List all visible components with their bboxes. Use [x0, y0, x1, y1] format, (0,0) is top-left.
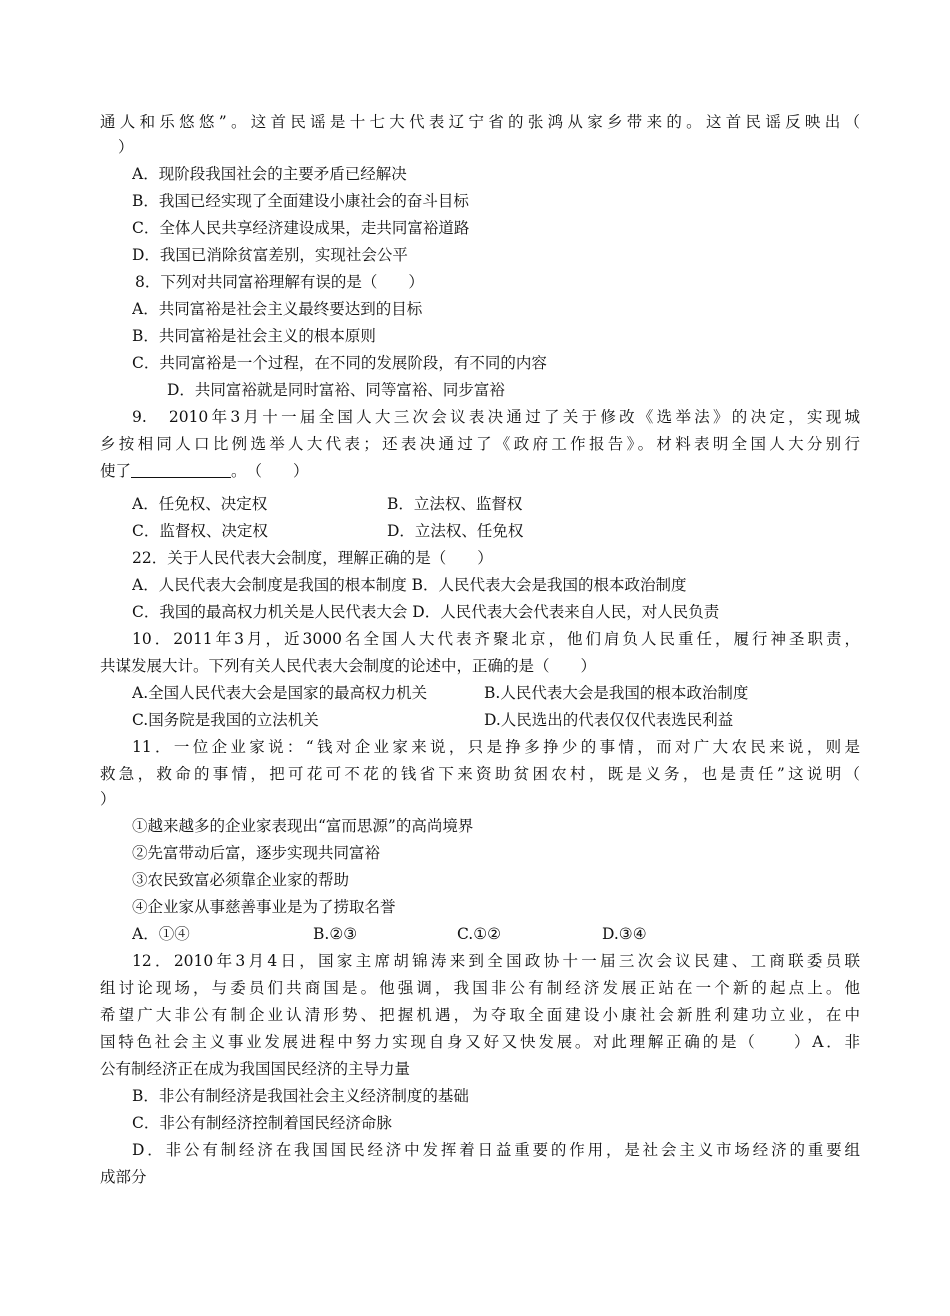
q7-option-b: B．我国已经实现了全面建设小康社会的奋斗目标 — [132, 192, 469, 210]
q12-option-a-cont: 公有制经济正在成为我国国民经济的主导力量 — [100, 1060, 411, 1078]
q8-option-b: B．共同富裕是社会主义的根本原则 — [132, 327, 376, 345]
q9-options-row1 — [132, 494, 892, 514]
q7-option-c: C．全体人民共享经济建设成果，走共同富裕道路 — [132, 219, 470, 237]
q9-stem-line1: 9. 2010年3月十一届全国人大三次会议表决通过了关于修改《选举法》的决定，实现城 — [132, 408, 860, 426]
q11-options-row — [132, 924, 892, 944]
q11-statement-1: ①越来越多的企业家表现出“富而思源”的高尚境界 — [132, 817, 474, 835]
q9-stem-line2: 乡按相同人口比例选举人大代表；还表决通过了《政府工作报告》。材料表明全国人大分别行 — [100, 435, 860, 453]
q9-option-d: D．立法权、任免权 — [387, 522, 524, 540]
q8-option-c: C．共同富裕是一个过程，在不同的发展阶段，有不同的内容 — [132, 354, 547, 372]
q11-statement-4: ④企业家从事慈善事业是为了捞取名誉 — [132, 898, 396, 916]
q12-stem-line2: 组讨论现场，与委员们共商国是。他强调，我国非公有制经济发展正站在一个新的起点上。他 — [100, 979, 860, 997]
q12-stem-line1: 12．2010年3月4日，国家主席胡锦涛来到全国政协十一届三次会议民建、工商联委员联 — [132, 952, 860, 970]
q22-options-ab: A．人民代表大会制度是我国的根本制度 B．人民代表大会是我国的根本政治制度 — [132, 576, 687, 594]
q10-options-row2 — [132, 710, 892, 730]
q22-options-cd: C．我国的最高权力机关是人民代表大会 D．人民代表大会代表来自人民，对人民负责 — [132, 603, 720, 621]
q7-bracket-line: ） — [118, 138, 134, 156]
q10-option-a: A.全国人民代表大会是国家的最高权力机关 — [132, 684, 428, 702]
q9-stem-suffix: 。 （ ） — [231, 462, 309, 480]
q10-option-c: C.国务院是我国的立法机关 — [132, 711, 319, 729]
q10-stem-line1: 10．2011年3月，近3000名全国人大代表齐聚北京，他们肩负人民重任，履行神圣职责， — [132, 630, 860, 648]
q9-option-a: A．任免权、决定权 — [132, 495, 268, 513]
q11-bracket-line: ） — [100, 790, 116, 808]
q10-options-row1 — [132, 683, 892, 703]
q12-stem-line3: 希望广大非公有制企业认清形势、把握机遇，为夺取全面建设小康社会新胜利建功立业，在中 — [100, 1006, 860, 1024]
q12-option-c: C．非公有制经济控制着国民经济命脉 — [132, 1114, 392, 1132]
q12-option-d-line2: 成部分 — [100, 1168, 147, 1186]
q7-option-d: D．我国已消除贫富差别，实现社会公平 — [132, 246, 408, 264]
q8-option-a: A．共同富裕是社会主义最终要达到的目标 — [132, 300, 423, 318]
q9-option-c: C．监督权、决定权 — [132, 522, 268, 540]
q7-stem-line: 通人和乐悠悠”。这首民谣是十七大代表辽宁省的张鸿从家乡带来的。这首民谣反映出（ — [100, 113, 860, 131]
q9-options-row2 — [132, 521, 892, 541]
q22-stem: 22．关于人民代表大会制度，理解正确的是（ ） — [132, 549, 493, 567]
q12-option-b: B．非公有制经济是我国社会主义经济制度的基础 — [132, 1087, 469, 1105]
q8-option-d: D．共同富裕就是同时富裕、同等富裕、同步富裕 — [167, 381, 505, 399]
q9-answer-blank — [131, 463, 231, 478]
q11-option-c: C.①② — [457, 925, 502, 943]
q11-stem-line2: 救急，救命的事情，把可花可不花的钱省下来资助贫困农村，既是义务，也是责任”这说明（ — [100, 765, 860, 783]
q9-stem-prefix: 使了 — [100, 462, 132, 480]
q9-stem-line3 — [100, 461, 860, 481]
q12-stem-line4: 国特色社会主义事业发展进程中努力实现自身又好又快发展。对此理解正确的是（ ）A．非 — [100, 1033, 860, 1051]
q9-option-b: B．立法权、监督权 — [387, 495, 523, 513]
q7-option-a: A．现阶段我国社会的主要矛盾已经解决 — [132, 165, 407, 183]
q8-stem: 8．下列对共同富裕理解有误的是（ ） — [135, 273, 424, 291]
q11-option-a: A．①④ — [132, 925, 190, 943]
q11-option-b: B.②③ — [313, 925, 358, 943]
q10-stem-line2: 共谋发展大计。下列有关人民代表大会制度的论述中，正确的是（ ） — [100, 657, 597, 675]
q11-option-d: D.③④ — [602, 925, 647, 943]
q10-option-d: D.人民选出的代表仅仅代表选民利益 — [484, 711, 734, 729]
q12-option-d-line1: D．非公有制经济在我国国民经济中发挥着日益重要的作用，是社会主义市场经济的重要组 — [132, 1141, 860, 1159]
q10-option-b: B.人民代表大会是我国的根本政治制度 — [484, 684, 749, 702]
q11-stem-line1: 11．一位企业家说：“钱对企业家来说，只是挣多挣少的事情，而对广大农民来说，则是 — [132, 738, 860, 756]
q11-statement-2: ②先富带动后富，逐步实现共同富裕 — [132, 844, 381, 862]
q11-statement-3: ③农民致富必须靠企业家的帮助 — [132, 871, 350, 889]
